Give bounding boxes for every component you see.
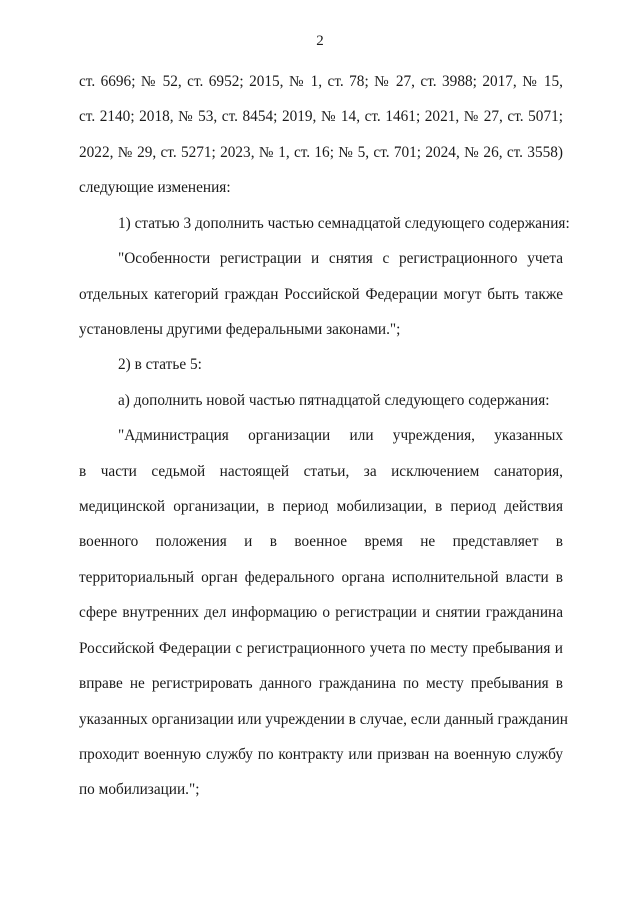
amendment-1-text-line-3: установлены другими федеральными законами."; xyxy=(79,321,401,338)
page-number: 2 xyxy=(316,33,324,49)
body-line-2: ст. 2140; 2018, № 53, ст. 8454; 2019, № 14, ст. 1461; 2021, № 27, ст. 5071; xyxy=(79,108,563,125)
amendment-2a-text-line-8: вправе не регистрировать данного гражданина по месту пребывания в xyxy=(79,675,563,692)
amendment-1-heading: 1) статью 3 дополнить частью семнадцатой следующего содержания: xyxy=(118,215,570,232)
amendment-2a-text-line-1: "Администрация организации или учреждения, указанных xyxy=(118,427,563,444)
amendment-2a-text-line-9: указанных организации или учреждении в случае, если данный гражданин xyxy=(79,711,568,728)
body-line-4: следующие изменения: xyxy=(79,179,231,196)
amendment-2-heading: 2) в статье 5: xyxy=(118,356,202,373)
amendment-1-text-line-2: отдельных категорий граждан Российской Федерации могут быть также xyxy=(79,286,563,303)
amendment-2a-text-line-11: по мобилизации."; xyxy=(79,781,200,798)
body-line-1: ст. 6696; № 52, ст. 6952; 2015, № 1, ст. 78; № 27, ст. 3988; 2017, № 15, xyxy=(79,73,563,90)
amendment-2a-text-line-2: в части седьмой настоящей статьи, за исключением санатория, xyxy=(79,463,563,480)
amendment-2a-text-line-5: территориальный орган федерального органа исполнительной власти в xyxy=(79,569,563,586)
amendment-2a-text-line-4: военного положения и в военное время не представляет в xyxy=(79,533,563,550)
amendment-2a-text-line-3: медицинской организации, в период мобилизации, в период действия xyxy=(79,498,563,515)
body-line-3: 2022, № 29, ст. 5271; 2023, № 1, ст. 16; № 5, ст. 701; 2024, № 26, ст. 3558) xyxy=(79,144,563,161)
amendment-2a-heading: а) дополнить новой частью пятнадцатой следующего содержания: xyxy=(118,392,550,409)
amendment-2a-text-line-10: проходит военную службу по контракту или призван на военную службу xyxy=(79,746,563,763)
amendment-2a-text-line-7: Российской Федерации с регистрационного учета по месту пребывания и xyxy=(79,640,563,657)
amendment-1-text-line-1: "Особенности регистрации и снятия с регистрационного учета xyxy=(118,250,563,267)
amendment-2a-text-line-6: сфере внутренних дел информацию о регистрации и снятии гражданина xyxy=(79,604,563,621)
